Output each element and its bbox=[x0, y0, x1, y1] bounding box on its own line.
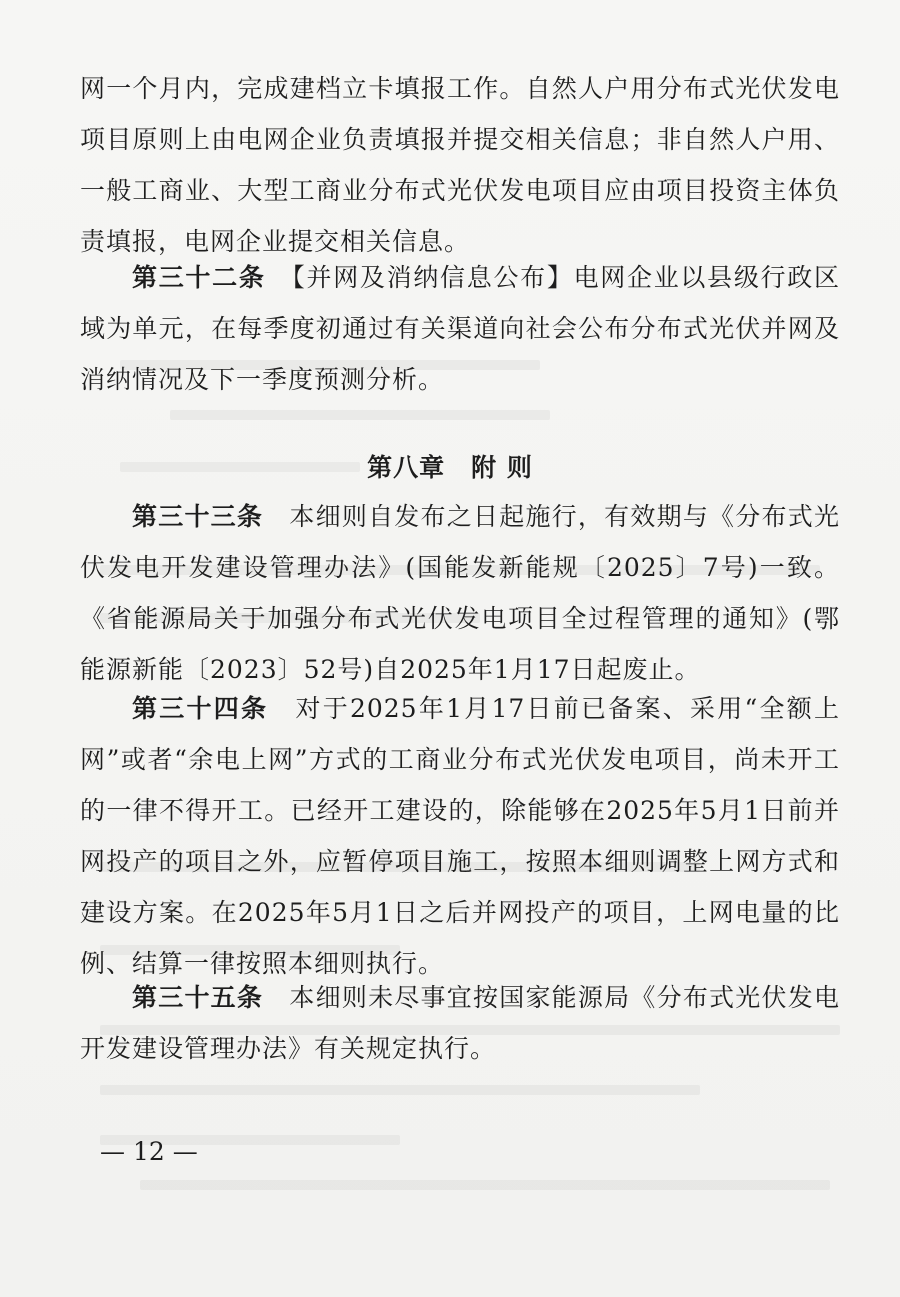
article-34-text: 对于2025年1月17日前已备案、采用“全额上网”或者“余电上网”方式的工商业分布式光伏发电项目，尚未开工的一律不得开工。已经开工建设的，除能够在2025年5月1日前并网投产的项目之外，应暂停项目施工，按照本细则调整上网方式和建设方案。在2025年5月1日之后并网投产的项目，上网电量的比例、结算一律按照本细则执行。 bbox=[80, 694, 840, 978]
article-35-number: 第三十五条 bbox=[132, 983, 264, 1012]
article-33-number: 第三十三条 bbox=[132, 502, 264, 531]
article-32-text: 【并网及消纳信息公布】电网企业以县级行政区域为单元，在每季度初通过有关渠道向社会公布分布式光伏并网及消纳情况及下一季度预测分析。 bbox=[80, 263, 840, 394]
article-32-number: 第三十二条 bbox=[132, 263, 266, 292]
article-34 bbox=[80, 683, 840, 989]
article-35-text: 本细则未尽事宜按国家能源局《分布式光伏发电开发建设管理办法》有关规定执行。 bbox=[80, 983, 840, 1063]
article-35 bbox=[80, 972, 840, 1074]
page-number: — 12 — bbox=[100, 1137, 198, 1166]
article-32 bbox=[80, 252, 840, 405]
chapter-heading: 第八章 附 则 bbox=[367, 453, 533, 482]
paragraph-continuation: 网一个月内，完成建档立卡填报工作。自然人户用分布式光伏发电项目原则上由电网企业负责填报并提交相关信息；非自然人户用、一般工商业、大型工商业分布式光伏发电项目应由项目投资主体负责填报，电网企业提交相关信息。 bbox=[80, 74, 840, 256]
article-34-number: 第三十四条 bbox=[132, 694, 269, 723]
article-33 bbox=[80, 491, 840, 695]
article-33-text: 本细则自发布之日起施行，有效期与《分布式光伏发电开发建设管理办法》(国能发新能规〔2025〕7号)一致。《省能源局关于加强分布式光伏发电项目全过程管理的通知》(鄂能源新能〔2023〕52号)自2025年1月17日起废止。 bbox=[80, 502, 840, 684]
